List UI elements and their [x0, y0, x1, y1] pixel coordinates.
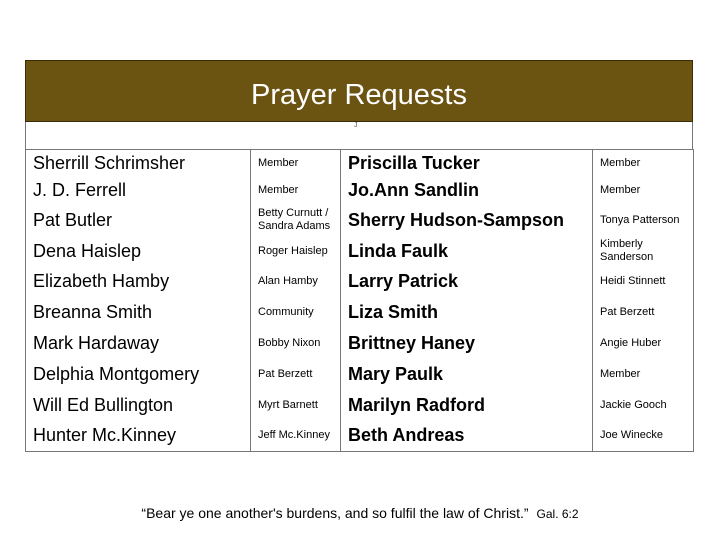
person-name: Pat Butler — [26, 204, 251, 237]
person-name: Sherry Hudson-Sampson — [341, 204, 593, 237]
request-for: Member — [251, 177, 341, 204]
person-name: Hunter Mc.Kinney — [26, 421, 251, 452]
person-name: Will Ed Bullington — [26, 390, 251, 421]
request-for: Community — [251, 297, 341, 328]
request-for: Bobby Nixon — [251, 328, 341, 359]
request-for: Member — [251, 150, 341, 177]
person-name: Elizabeth Hamby — [26, 266, 251, 297]
table-row — [26, 390, 694, 421]
prayer-request-table — [25, 149, 694, 452]
request-for: Joe Winecke — [593, 421, 694, 452]
request-for: Angie Huber — [593, 328, 694, 359]
person-name: Beth Andreas — [341, 421, 593, 452]
person-name: Sherrill Schrimsher — [26, 150, 251, 177]
person-name: Larry Patrick — [341, 266, 593, 297]
request-for: Alan Hamby — [251, 266, 341, 297]
request-for: Kimberly Sanderson — [593, 237, 694, 266]
request-for: Jeff Mc.Kinney — [251, 421, 341, 452]
request-for: Pat Berzett — [251, 359, 341, 390]
request-for: Member — [593, 150, 694, 177]
title-banner — [25, 60, 693, 122]
table-row — [26, 421, 694, 452]
request-for: Pat Berzett — [593, 297, 694, 328]
person-name: Breanna Smith — [26, 297, 251, 328]
person-name: Delphia Montgomery — [26, 359, 251, 390]
table-row — [26, 150, 694, 177]
table-row — [26, 204, 694, 237]
person-name: J. D. Ferrell — [26, 177, 251, 204]
table-row — [26, 266, 694, 297]
request-for: Betty Curnutt / Sandra Adams — [251, 204, 341, 237]
person-name: Brittney Haney — [341, 328, 593, 359]
person-name: Marilyn Radford — [341, 390, 593, 421]
page-title: Prayer Requests — [251, 79, 467, 111]
table-row — [26, 328, 694, 359]
verse-reference: Gal. 6:2 — [536, 507, 579, 521]
subbar-mark: J — [354, 122, 358, 129]
request-for: Tonya Patterson — [593, 204, 694, 237]
scripture-verse — [0, 505, 720, 521]
request-for: Member — [593, 359, 694, 390]
person-name: Jo.Ann Sandlin — [341, 177, 593, 204]
table-row — [26, 297, 694, 328]
person-name: Liza Smith — [341, 297, 593, 328]
table-row — [26, 359, 694, 390]
person-name: Mark Hardaway — [26, 328, 251, 359]
request-for: Myrt Barnett — [251, 390, 341, 421]
request-for: Jackie Gooch — [593, 390, 694, 421]
header-subbar — [25, 122, 693, 150]
person-name: Dena Haislep — [26, 237, 251, 266]
request-for: Member — [593, 177, 694, 204]
table-row — [26, 177, 694, 204]
request-for: Heidi Stinnett — [593, 266, 694, 297]
person-name: Mary Paulk — [341, 359, 593, 390]
person-name: Linda Faulk — [341, 237, 593, 266]
request-for: Roger Haislep — [251, 237, 341, 266]
table-row — [26, 237, 694, 266]
person-name: Priscilla Tucker — [341, 150, 593, 177]
verse-text: “Bear ye one another's burdens, and so fulfil the law of Christ.” — [141, 505, 529, 521]
